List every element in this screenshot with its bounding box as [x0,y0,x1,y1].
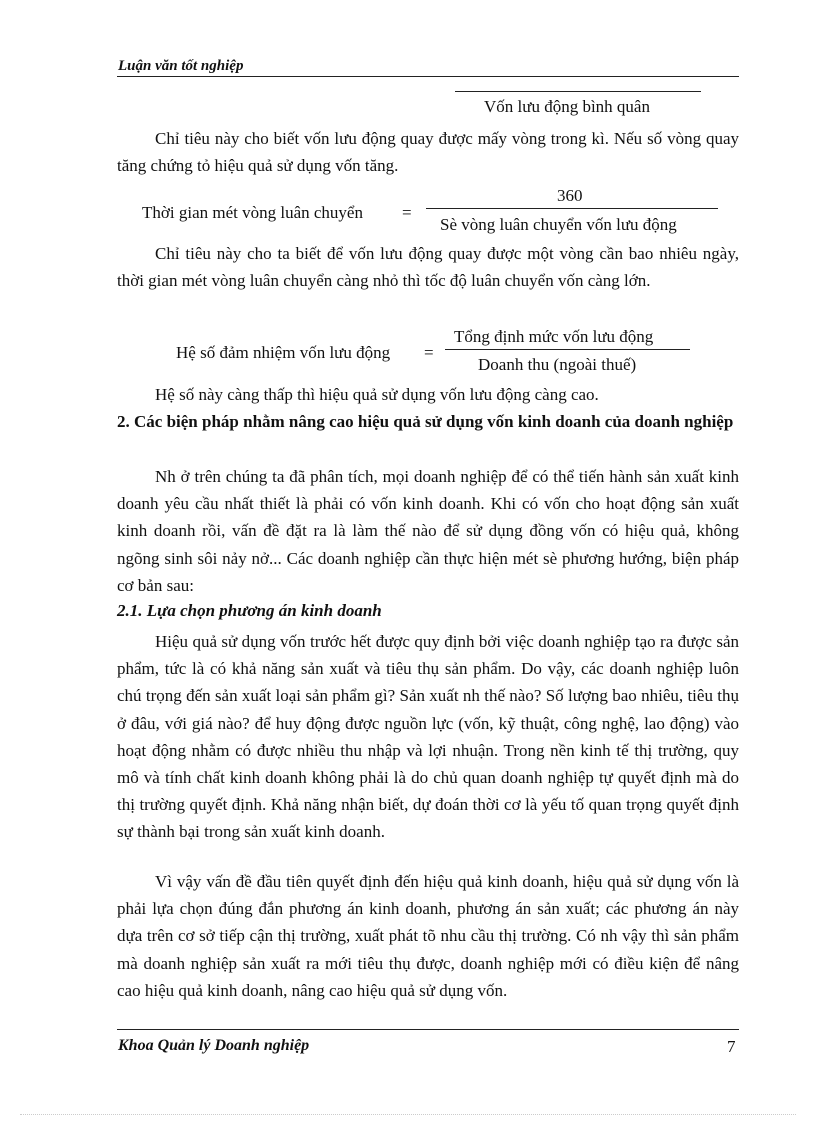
formula-time-denominator: Sè vòng luân chuyển vốn lưu động [440,215,677,234]
formula-ratio-denominator: Doanh thu (ngoài thuế) [478,355,637,374]
formula-time-numerator: 360 [557,186,583,205]
paragraph-3: Hệ số này càng thấp thì hiệu quả sử dụng vốn lưu động càng cao. [155,385,599,404]
page-number: 7 [727,1037,736,1056]
fraction-bar-time [426,208,718,209]
paragraph-2: Chỉ tiêu này cho ta biết để vốn lưu động quay được một vòng cần bao nhiêu ngày, thời gian mét vòng luân chuyển càng nhỏ thì tốc độ luân chuyển vốn càng lớn. [117,244,739,291]
paragraph-1: Chỉ tiêu này cho biết vốn lưu động quay được mấy vòng trong kì. Nếu số vòng quay tăng chứng tỏ hiệu quả sử dụng vốn tăng. [117,129,739,176]
fraction-bar-top [455,91,701,92]
formula-top-denominator: Vốn lưu động bình quân [484,97,650,116]
formula-ratio-label: Hệ số đảm nhiệm vốn lưu động [176,343,391,362]
fraction-bar-ratio [445,349,690,350]
formula-time-equals: = [402,203,412,222]
paragraph-6: Vì vậy vấn đề đầu tiên quyết định đến hiệu quả kinh doanh, hiệu quả sử dụng vốn là phải lựa chọn đúng đắn phương án kinh doanh, phương án sản xuất; các phương án này dựa trên cơ sở tiếp cận thị trường, xuất phát tõ nhu cầu thị trường. Có nh vậy thì sản phẩm mà doanh nghiệp sản xuất ra mới tiêu thụ được, doanh nghiệp mới có điều kiện để nâng cao hiệu quả kinh doanh, nâng cao hiệu quả sử dụng vốn. [117,872,739,1000]
section-2-1-heading: 2.1. Lựa chọn phương án kinh doanh [117,601,382,620]
paragraph-5: Hiệu quả sử dụng vốn trước hết được quy định bởi việc doanh nghiệp tạo ra được sản phẩm, tức là có khả năng sản xuất và tiêu thụ sản phẩm. Do vậy, các doanh nghiệp luôn chú trọng đến sản xuất loại sản phẩm gì? Sản xuất nh thế nào? Số lượng bao nhiêu, tiêu thụ ở đâu, với giá nào? để huy động được nguồn lực (vốn, kỹ thuật, công nghệ, lao động) vào hoạt động nhằm có được nhiều thu nhập và lợi nhuận. Trong nền kinh tế thị trường, quy mô và tính chất kinh doanh không phải là do chủ quan doanh nghiệp tự quyết định mà do thị trường quyết định. Khả năng nhận biết, dự đoán thời cơ là yếu tố quan trọng quyết định sự thành bại trong sản xuất kinh doanh. [117,632,739,842]
header-rule [117,76,739,77]
formula-time-label: Thời gian mét vòng luân chuyển [142,203,363,222]
footer-department: Khoa Quản lý Doanh nghiệp [118,1037,310,1054]
page-edge-dots [20,1114,796,1115]
header-title: Luận văn tốt nghiệp [118,58,244,74]
formula-ratio-numerator: Tổng định mức vốn lưu động [454,327,654,346]
formula-ratio-equals: = [424,343,434,362]
paragraph-4: Nh ở trên chúng ta đã phân tích, mọi doanh nghiệp để có thể tiến hành sản xuất kinh doanh yêu cầu nhất thiết là phải có vốn kinh doanh. Khi có vốn cho hoạt động sản xuất kinh doanh rồi, vấn đề đặt ra là làm thế nào để sử dụng đồng vốn có hiệu quả, không ngõng sinh sôi nảy nở... Các doanh nghiệp cần thực hiện mét sè phương hướng, biện pháp cơ bản sau: [117,467,739,595]
section-2-heading: 2. Các biện pháp nhằm nâng cao hiệu quả sử dụng vốn kinh doanh của doanh nghiệp [117,412,734,431]
footer-rule [117,1029,739,1030]
